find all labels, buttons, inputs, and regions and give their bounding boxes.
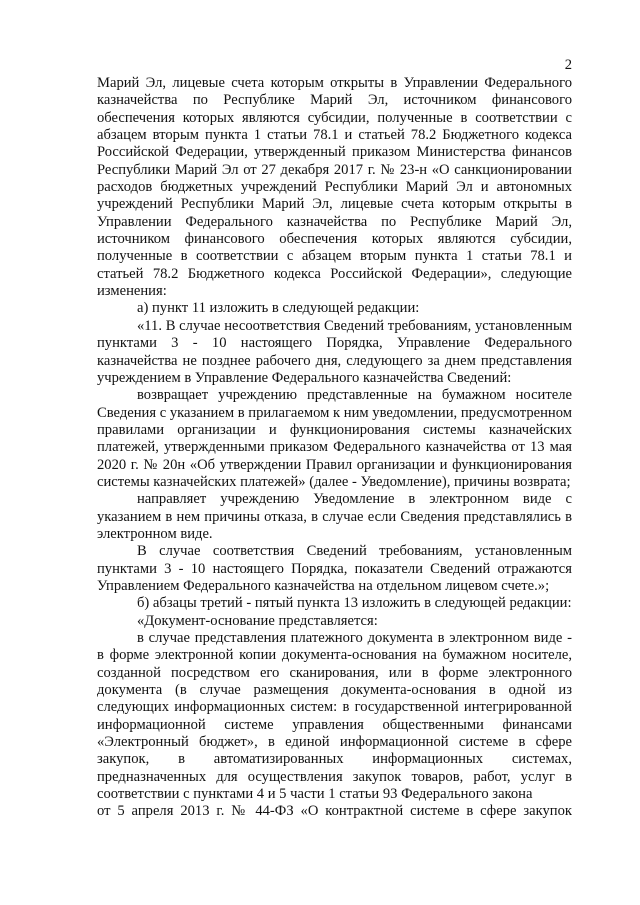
paragraph-returns: возвращает учреждению представленные на бумажном носителе Сведения с указанием в прилагаемом к ним уведомлении, предусмотренном правилами организации и функционирования системы казначейских платежей, утвержденными приказом Федерального казначейства от 13 мая 2020 г. № 20н «Об утверждении Правил организации и функционирования системы казначейских платежей» (далее - Уведомление), причины возврата;: [97, 387, 572, 490]
paragraph-basis-document: «Документ-основание представляется:: [137, 612, 378, 629]
paragraph-electronic-case: в случае представления платежного документа в электронном виде - в форме электронной копии документа-основания на бумажном носителе, созданной посредством его сканирования, или в форме электронного документа (в случае размещения документа-основания в одной из следующих информационных систем: в государственной интегрированной информационной системе управления общественными финансами «Электронный бюджет», в единой информационной системе в сфере закупок, в автоматизированных информационных системах, предназначенных для осуществления закупок товаров, работ, услуг в соответствии с пунктами 4 и 5 части 1 статьи 93 Федерального закона: [97, 630, 572, 803]
page-number: 2: [564, 57, 572, 73]
paragraph-continued: от 5 апреля 2013 г. № 44-ФЗ «О контрактной системе в сфере закупок: [97, 803, 572, 820]
paragraph-intro: Марий Эл, лицевые счета которым открыты в Управлении Федерального казначейства по Республике Марий Эл, источником финансового обеспечения которых являются субсидии, полученные в соответствии с абзацем вторым пункта 1 статьи 78.1 и статьей 78.2 Бюджетного кодекса Российской Федерации, утвержденный приказом Министерства финансов Республики Марий Эл от 27 декабря 2017 г. № 23-н «О санкционировании расходов бюджетных учреждений Республики Марий Эл и автономных учреждений Республики Марий Эл, лицевые счета которым открыты в Управлении Федерального казначейства по Республике Марий Эл, источником финансового обеспечения которых являются субсидии, полученные в соответствии с абзацем вторым пункта 1 статьи 78.1 и статьей 78.2 Бюджетного кодекса Российской Федерации», следующие изменения:: [97, 75, 572, 300]
document-body: [97, 75, 572, 821]
paragraph-item-a: а) пункт 11 изложить в следующей редакции:: [137, 300, 420, 317]
paragraph-compliance: В случае соответствия Сведений требованиям, установленным пунктами 3 - 10 настоящего Порядка, показатели Сведений отражаются Управлением Федерального казначейства на отдельном лицевом счете.»;: [97, 543, 572, 594]
paragraph-sends-notice: направляет учреждению Уведомление в электронном виде с указанием в нем причины отказа, в случае если Сведения представлялись в электронном виде.: [97, 491, 572, 542]
paragraph-point-11: «11. В случае несоответствия Сведений требованиям, установленным пунктами 3 - 10 настоящего Порядка, Управление Федерального казначейства не позднее рабочего дня, следующего за днем представления учреждением в Управление Федерального казначейства Сведений:: [97, 317, 572, 386]
paragraph-item-b: б) абзацы третий - пятый пункта 13 изложить в следующей редакции:: [137, 595, 572, 612]
